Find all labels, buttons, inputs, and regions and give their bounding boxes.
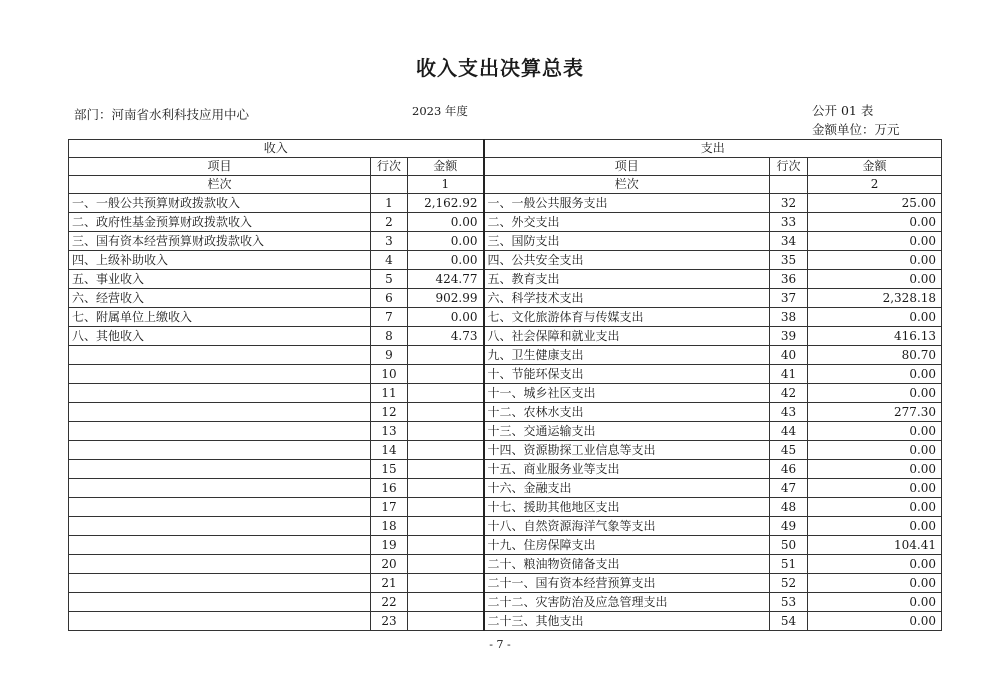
income-row-number: 17 xyxy=(371,498,408,517)
expense-amount-cell: 0.00 xyxy=(808,422,942,441)
expense-item-cell: 十九、住房保障支出 xyxy=(484,536,770,555)
income-row-number: 14 xyxy=(371,441,408,460)
expense-item-cell: 十三、交通运输支出 xyxy=(484,422,770,441)
expense-lanci-row-cell xyxy=(770,176,808,194)
income-amount-cell xyxy=(408,460,484,479)
expense-row-number: 36 xyxy=(770,270,808,289)
income-amount-cell: 0.00 xyxy=(408,232,484,251)
expense-row-number: 52 xyxy=(770,574,808,593)
income-row-number: 5 xyxy=(371,270,408,289)
income-amount-cell xyxy=(408,422,484,441)
income-item-cell: 三、国有资本经营预算财政拨款收入 xyxy=(69,232,371,251)
column-number-row xyxy=(69,176,942,194)
income-item-cell xyxy=(69,498,371,517)
expense-amount-cell: 0.00 xyxy=(808,498,942,517)
table-row xyxy=(69,346,942,365)
income-row-number: 6 xyxy=(371,289,408,308)
expense-column-number: 2 xyxy=(808,176,942,194)
income-item-cell xyxy=(69,365,371,384)
expense-row-number: 49 xyxy=(770,517,808,536)
expense-amount-cell: 0.00 xyxy=(808,213,942,232)
expense-item-cell: 十一、城乡社区支出 xyxy=(484,384,770,403)
table-row xyxy=(69,479,942,498)
expense-row-number: 43 xyxy=(770,403,808,422)
expense-amount-cell: 0.00 xyxy=(808,479,942,498)
income-item-cell xyxy=(69,536,371,555)
income-row-number: 2 xyxy=(371,213,408,232)
income-row-number: 22 xyxy=(371,593,408,612)
department-label: 部门：河南省水利科技应用中心 xyxy=(74,107,250,122)
expense-amount-cell: 0.00 xyxy=(808,555,942,574)
expense-row-number: 40 xyxy=(770,346,808,365)
income-row-number: 8 xyxy=(371,327,408,346)
income-row-number: 7 xyxy=(371,308,408,327)
income-row-number: 20 xyxy=(371,555,408,574)
income-amount-cell xyxy=(408,441,484,460)
table-row xyxy=(69,270,942,289)
income-row-number: 4 xyxy=(371,251,408,270)
table-row xyxy=(69,517,942,536)
income-item-cell xyxy=(69,441,371,460)
table-row xyxy=(69,251,942,270)
income-item-cell xyxy=(69,403,371,422)
expense-item-cell: 七、文化旅游体育与传媒支出 xyxy=(484,308,770,327)
income-amount-cell xyxy=(408,517,484,536)
table-row xyxy=(69,612,942,631)
income-amount-cell: 0.00 xyxy=(408,251,484,270)
income-amount-cell: 0.00 xyxy=(408,308,484,327)
expense-amount-cell: 80.70 xyxy=(808,346,942,365)
expense-row-number: 44 xyxy=(770,422,808,441)
expense-row-number: 50 xyxy=(770,536,808,555)
income-row-number: 21 xyxy=(371,574,408,593)
expense-row-number: 53 xyxy=(770,593,808,612)
expense-row-number: 45 xyxy=(770,441,808,460)
expense-amount-cell: 0.00 xyxy=(808,612,942,631)
expense-amount-cell: 0.00 xyxy=(808,460,942,479)
expense-item-cell: 二十一、国有资本经营预算支出 xyxy=(484,574,770,593)
expense-item-cell: 十四、资源勘探工业信息等支出 xyxy=(484,441,770,460)
income-amount-cell xyxy=(408,536,484,555)
expense-item-cell: 八、社会保障和就业支出 xyxy=(484,327,770,346)
page-number: - 7 - xyxy=(489,638,511,651)
income-item-cell: 二、政府性基金预算财政拨款收入 xyxy=(69,213,371,232)
expense-row-number: 48 xyxy=(770,498,808,517)
expense-amount-cell: 0.00 xyxy=(808,574,942,593)
income-row-number: 18 xyxy=(371,517,408,536)
expense-row-number: 33 xyxy=(770,213,808,232)
table-row xyxy=(69,403,942,422)
income-amount-cell xyxy=(408,384,484,403)
income-amount-cell: 2,162.92 xyxy=(408,194,484,213)
table-row xyxy=(69,460,942,479)
expense-row-number: 35 xyxy=(770,251,808,270)
income-item-cell xyxy=(69,384,371,403)
table-row xyxy=(69,308,942,327)
income-expense-table xyxy=(68,139,942,631)
table-row xyxy=(69,536,942,555)
expense-item-cell: 十七、援助其他地区支出 xyxy=(484,498,770,517)
income-row-number: 12 xyxy=(371,403,408,422)
income-amount-cell xyxy=(408,365,484,384)
income-item-cell xyxy=(69,460,371,479)
expense-item-cell: 九、卫生健康支出 xyxy=(484,346,770,365)
expense-item-header: 项目 xyxy=(484,158,770,176)
expense-amount-cell: 0.00 xyxy=(808,232,942,251)
expense-row-number: 47 xyxy=(770,479,808,498)
table-row xyxy=(69,555,942,574)
expense-item-cell: 二十、粮油物资储备支出 xyxy=(484,555,770,574)
expense-item-cell: 四、公共安全支出 xyxy=(484,251,770,270)
expense-row-header: 行次 xyxy=(770,158,808,176)
expense-row-number: 34 xyxy=(770,232,808,251)
table-row xyxy=(69,232,942,251)
income-item-cell xyxy=(69,574,371,593)
income-item-cell: 七、附属单位上缴收入 xyxy=(69,308,371,327)
income-row-number: 19 xyxy=(371,536,408,555)
expense-item-cell: 五、教育支出 xyxy=(484,270,770,289)
expense-row-number: 32 xyxy=(770,194,808,213)
expense-row-number: 46 xyxy=(770,460,808,479)
income-amount-cell xyxy=(408,346,484,365)
expense-amount-cell: 0.00 xyxy=(808,593,942,612)
income-amount-cell xyxy=(408,403,484,422)
income-item-cell: 四、上级补助收入 xyxy=(69,251,371,270)
table-row xyxy=(69,289,942,308)
column-header-row xyxy=(69,158,942,176)
expense-lanci-label: 栏次 xyxy=(484,176,770,194)
expense-row-number: 37 xyxy=(770,289,808,308)
table-row xyxy=(69,213,942,232)
expense-amount-cell: 0.00 xyxy=(808,251,942,270)
expense-amount-header: 金额 xyxy=(808,158,942,176)
expense-row-number: 51 xyxy=(770,555,808,574)
income-amount-cell xyxy=(408,612,484,631)
income-amount-cell: 0.00 xyxy=(408,213,484,232)
income-item-cell xyxy=(69,555,371,574)
table-row xyxy=(69,365,942,384)
expense-item-cell: 十二、农林水支出 xyxy=(484,403,770,422)
table-row xyxy=(69,194,942,213)
income-amount-header: 金额 xyxy=(408,158,484,176)
income-amount-cell xyxy=(408,555,484,574)
fiscal-year: 2023 年度 xyxy=(412,104,468,118)
expense-amount-cell: 2,328.18 xyxy=(808,289,942,308)
expense-amount-cell: 0.00 xyxy=(808,308,942,327)
income-row-header: 行次 xyxy=(371,158,408,176)
income-lanci-row-cell xyxy=(371,176,408,194)
income-amount-cell xyxy=(408,498,484,517)
income-amount-cell xyxy=(408,479,484,498)
income-amount-cell: 902.99 xyxy=(408,289,484,308)
income-lanci-label: 栏次 xyxy=(69,176,371,194)
expense-item-cell: 十六、金融支出 xyxy=(484,479,770,498)
table-row xyxy=(69,327,942,346)
income-item-cell xyxy=(69,346,371,365)
income-item-cell xyxy=(69,422,371,441)
income-section-header: 收入 xyxy=(69,140,484,158)
expense-item-cell: 二十三、其他支出 xyxy=(484,612,770,631)
form-number: 公开 01 表 xyxy=(812,103,874,118)
expense-amount-cell: 277.30 xyxy=(808,403,942,422)
income-item-cell xyxy=(69,612,371,631)
table-row xyxy=(69,441,942,460)
income-item-cell xyxy=(69,517,371,536)
table-row xyxy=(69,422,942,441)
income-row-number: 1 xyxy=(371,194,408,213)
income-amount-cell: 4.73 xyxy=(408,327,484,346)
expense-item-cell: 二十二、灾害防治及应急管理支出 xyxy=(484,593,770,612)
income-row-number: 9 xyxy=(371,346,408,365)
expense-amount-cell: 25.00 xyxy=(808,194,942,213)
expense-amount-cell: 0.00 xyxy=(808,365,942,384)
expense-row-number: 54 xyxy=(770,612,808,631)
expense-item-cell: 六、科学技术支出 xyxy=(484,289,770,308)
table-row xyxy=(69,498,942,517)
expense-amount-cell: 0.00 xyxy=(808,270,942,289)
expense-section-header: 支出 xyxy=(484,140,942,158)
expense-row-number: 39 xyxy=(770,327,808,346)
income-amount-cell xyxy=(408,574,484,593)
expense-item-cell: 十、节能环保支出 xyxy=(484,365,770,384)
expense-item-cell: 一、一般公共服务支出 xyxy=(484,194,770,213)
expense-amount-cell: 416.13 xyxy=(808,327,942,346)
expense-amount-cell: 0.00 xyxy=(808,441,942,460)
expense-item-cell: 二、外交支出 xyxy=(484,213,770,232)
income-row-number: 11 xyxy=(371,384,408,403)
expense-amount-cell: 104.41 xyxy=(808,536,942,555)
income-row-number: 10 xyxy=(371,365,408,384)
expense-amount-cell: 0.00 xyxy=(808,517,942,536)
income-amount-cell: 424.77 xyxy=(408,270,484,289)
income-column-number: 1 xyxy=(408,176,484,194)
page-title: 收入支出决算总表 xyxy=(416,56,584,80)
expense-row-number: 42 xyxy=(770,384,808,403)
section-header-row xyxy=(69,140,942,158)
expense-row-number: 41 xyxy=(770,365,808,384)
table-row xyxy=(69,384,942,403)
income-row-number: 16 xyxy=(371,479,408,498)
income-row-number: 23 xyxy=(371,612,408,631)
income-item-cell: 八、其他收入 xyxy=(69,327,371,346)
income-item-cell xyxy=(69,479,371,498)
income-item-cell: 一、一般公共预算财政拨款收入 xyxy=(69,194,371,213)
amount-unit: 金额单位：万元 xyxy=(812,122,900,137)
income-row-number: 15 xyxy=(371,460,408,479)
expense-item-cell: 十八、自然资源海洋气象等支出 xyxy=(484,517,770,536)
income-row-number: 3 xyxy=(371,232,408,251)
income-item-cell: 五、事业收入 xyxy=(69,270,371,289)
expense-row-number: 38 xyxy=(770,308,808,327)
income-item-cell xyxy=(69,593,371,612)
income-amount-cell xyxy=(408,593,484,612)
table-row xyxy=(69,593,942,612)
expense-amount-cell: 0.00 xyxy=(808,384,942,403)
income-row-number: 13 xyxy=(371,422,408,441)
table-row xyxy=(69,574,942,593)
expense-item-cell: 三、国防支出 xyxy=(484,232,770,251)
expense-item-cell: 十五、商业服务业等支出 xyxy=(484,460,770,479)
income-item-header: 项目 xyxy=(69,158,371,176)
income-item-cell: 六、经营收入 xyxy=(69,289,371,308)
